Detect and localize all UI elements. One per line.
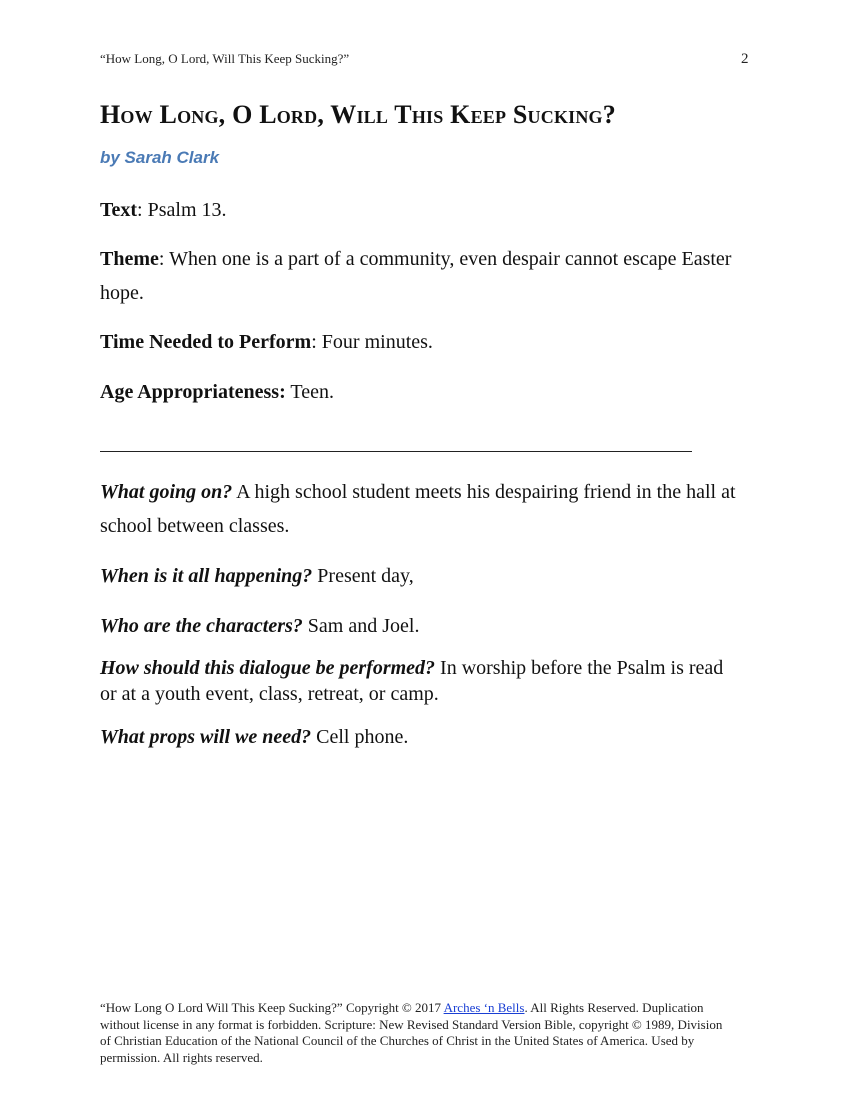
question-what-going-on bbox=[100, 475, 740, 543]
question-label: Who are the characters? bbox=[100, 615, 303, 637]
running-header-title: “How Long, O Lord, Will This Keep Sucking?” bbox=[100, 51, 350, 66]
field-label: Time Needed to Perform bbox=[100, 331, 312, 353]
field-theme bbox=[100, 242, 740, 310]
footer-rights-text: . All Rights Reserved. Duplication without license in any format is forbidden. Scripture: New Revised Standard Version Bible, copyright © 1989, Division of Christian Education of the National Council of the Churches of Christ in the United States of America. Used by permission. All rights reserved. bbox=[100, 1000, 723, 1065]
field-value: When one is a part of a community, even despair cannot escape Easter hope. bbox=[100, 248, 732, 304]
field-separator: : bbox=[158, 248, 170, 270]
arches-n-bells-link[interactable]: Arches ‘n Bells bbox=[443, 1000, 525, 1015]
field-time-needed bbox=[100, 325, 740, 359]
question-label: When is it all happening? bbox=[100, 565, 313, 587]
field-label: Theme bbox=[100, 248, 159, 270]
question-performance bbox=[100, 655, 740, 707]
copyright-footer bbox=[100, 1000, 730, 1066]
field-value: Teen. bbox=[290, 381, 334, 403]
page-number: 2 bbox=[741, 51, 749, 67]
field-value: Four minutes. bbox=[321, 331, 433, 353]
question-when bbox=[100, 559, 740, 593]
field-label: Text bbox=[100, 199, 138, 221]
field-text bbox=[100, 193, 740, 227]
field-separator: : bbox=[311, 331, 322, 353]
field-age-appropriateness bbox=[100, 375, 740, 409]
field-label: Age Appropriateness: bbox=[100, 381, 286, 403]
question-label: What going on? bbox=[100, 481, 233, 503]
author-byline: by Sarah Clark bbox=[100, 148, 220, 167]
question-label: What props will we need? bbox=[100, 726, 312, 748]
question-answer: Present day, bbox=[312, 565, 414, 587]
question-answer: A high school student meets his despairing friend in the hall at school between classes. bbox=[100, 481, 736, 537]
field-separator: : bbox=[137, 199, 148, 221]
question-characters bbox=[100, 609, 740, 643]
question-label: How should this dialogue be performed? bbox=[100, 657, 436, 679]
question-answer: Cell phone. bbox=[311, 726, 409, 748]
question-props bbox=[100, 720, 740, 754]
footer-copyright-text: “How Long O Lord Will This Keep Sucking?” Copyright © 2017 bbox=[100, 1000, 444, 1015]
field-value: Psalm 13. bbox=[147, 199, 227, 221]
question-answer: Sam and Joel. bbox=[302, 615, 420, 637]
document-title: How Long, O Lord, Will This Keep Sucking? bbox=[100, 100, 616, 129]
section-divider bbox=[100, 451, 692, 452]
question-answer: In worship before the Psalm is read or at a youth event, class, retreat, or camp. bbox=[100, 657, 724, 705]
